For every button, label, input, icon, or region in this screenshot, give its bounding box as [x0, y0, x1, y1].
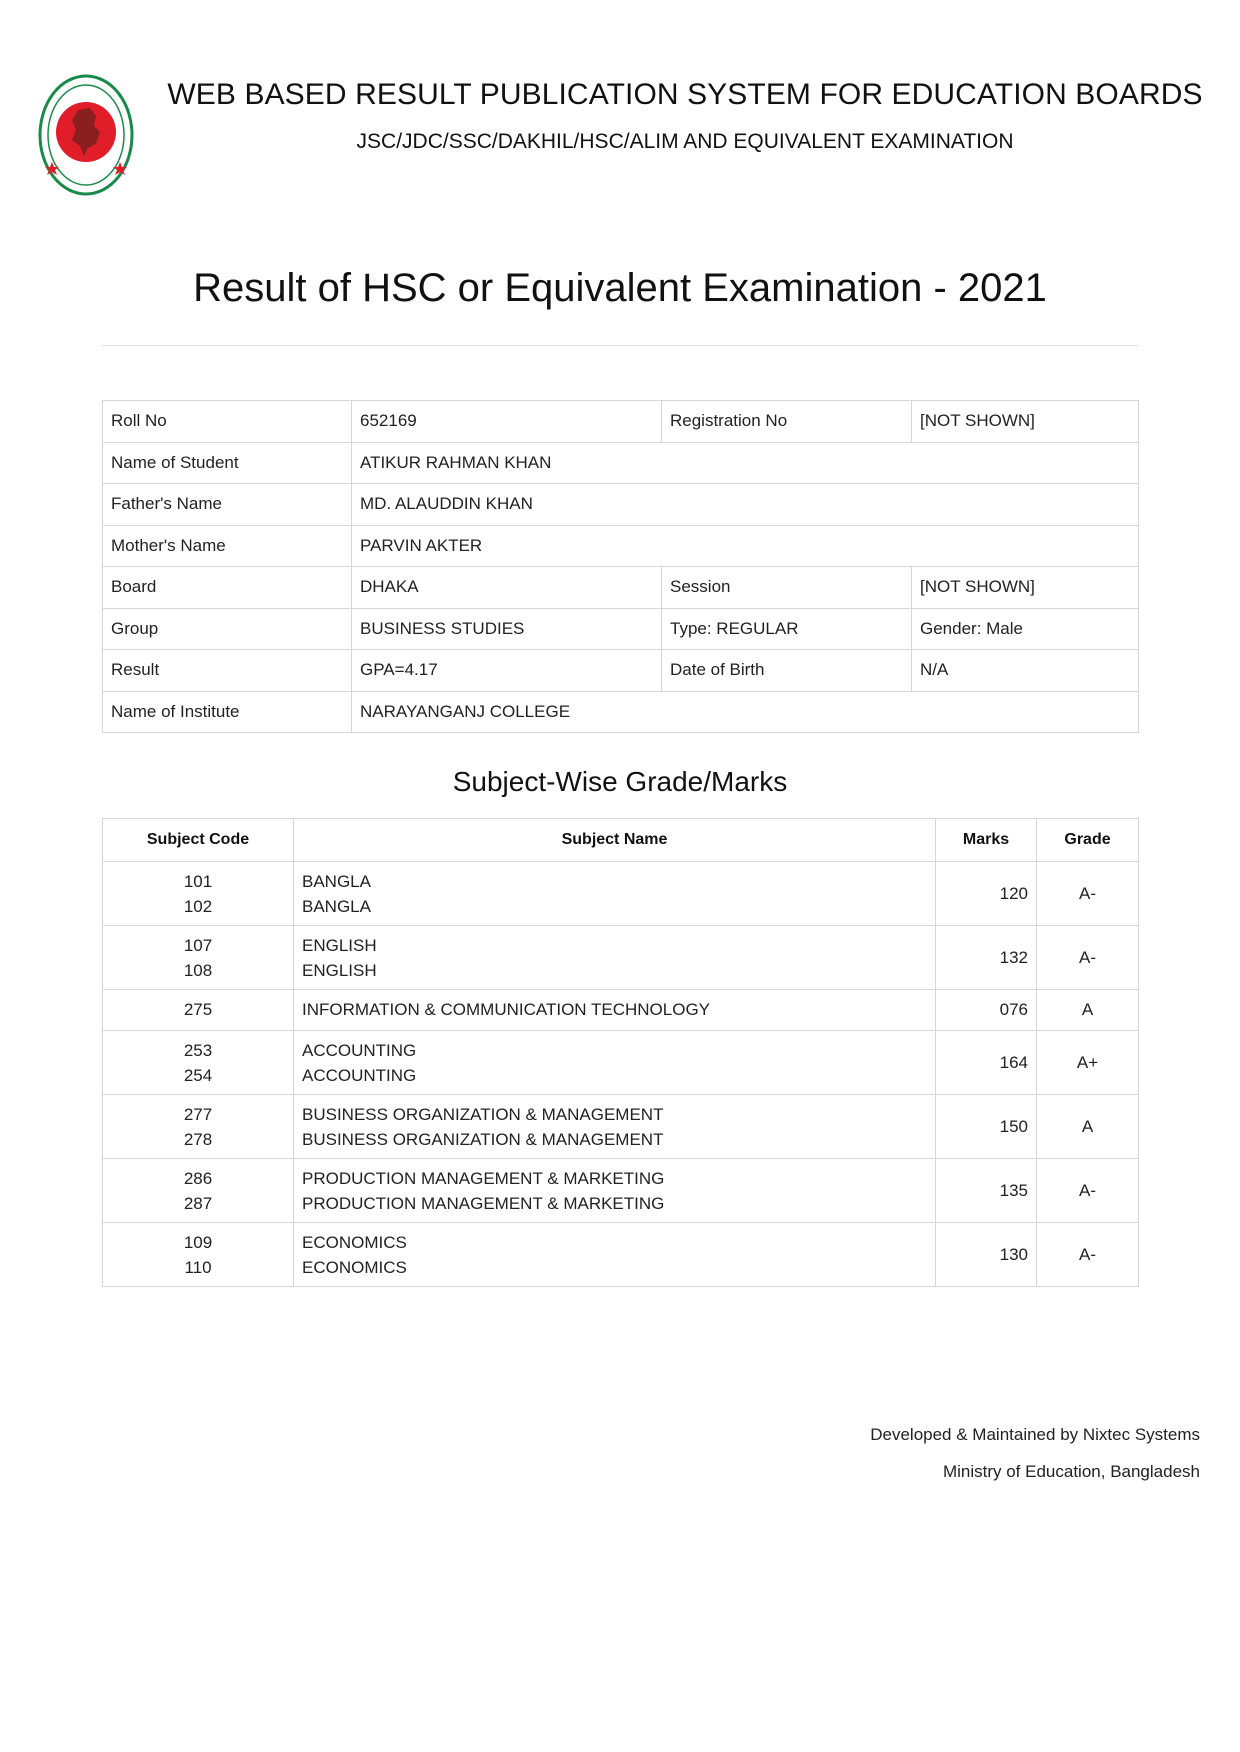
subject-code-cell [103, 1095, 294, 1159]
col-header-subject-code: Subject Code [103, 819, 294, 862]
dob-value: N/A [912, 650, 1139, 692]
subject-name: ACCOUNTING [302, 1040, 417, 1060]
student-name-value: ATIKUR RAHMAN KHAN [352, 442, 1139, 484]
subject-code-cell [103, 1159, 294, 1223]
subject-name-cell [294, 862, 936, 926]
subject-name: BANGLA [302, 871, 371, 891]
grade-cell: A- [1037, 1223, 1139, 1287]
subject-name: BUSINESS ORGANIZATION & MANAGEMENT [302, 1129, 664, 1149]
subject-name-cell [294, 1223, 936, 1287]
subject-name: BANGLA [302, 896, 371, 916]
marks-cell: 150 [936, 1095, 1037, 1159]
mother-name-value: PARVIN AKTER [352, 525, 1139, 567]
subject-code-cell [103, 862, 294, 926]
subject-code: 278 [183, 1129, 213, 1149]
gender-value: Gender: Male [912, 608, 1139, 650]
subject-name: ECONOMICS [302, 1232, 407, 1252]
divider [102, 345, 1138, 346]
subject-code: 286 [183, 1168, 213, 1188]
info-row-mother [103, 525, 1139, 567]
subject-name: ENGLISH [302, 960, 377, 980]
info-row-group [103, 608, 1139, 650]
marks-cell: 164 [936, 1031, 1037, 1095]
session-value: [NOT SHOWN] [912, 567, 1139, 609]
col-header-marks: Marks [936, 819, 1037, 862]
grade-cell: A [1037, 1095, 1139, 1159]
subject-name: PRODUCTION MANAGEMENT & MARKETING [302, 1168, 665, 1188]
system-subtitle: JSC/JDC/SSC/DAKHIL/HSC/ALIM AND EQUIVALENT EXAMINATION [356, 130, 1014, 153]
subject-code-cell [103, 1031, 294, 1095]
table-row [103, 1095, 1139, 1159]
subject-code: 101 [183, 871, 213, 891]
registration-value: [NOT SHOWN] [912, 401, 1139, 443]
table-row [103, 1031, 1139, 1095]
subject-grades-heading: Subject-Wise Grade/Marks [452, 766, 788, 797]
subject-name-cell: INFORMATION & COMMUNICATION TECHNOLOGY [294, 990, 936, 1031]
subject-name: PRODUCTION MANAGEMENT & MARKETING [302, 1193, 665, 1213]
subject-code: 287 [183, 1193, 213, 1213]
subject-name: ENGLISH [302, 935, 377, 955]
subject-code-cell [103, 1223, 294, 1287]
institute-value: NARAYANGANJ COLLEGE [352, 691, 1139, 733]
group-label: Group [103, 608, 352, 650]
info-row-result [103, 650, 1139, 692]
government-seal-icon [38, 74, 134, 196]
subject-code: 102 [183, 896, 213, 916]
col-header-subject-name: Subject Name [294, 819, 936, 862]
board-value: DHAKA [352, 567, 662, 609]
page-title: Result of HSC or Equivalent Examination - 2021 [193, 266, 1047, 310]
subject-name-cell [294, 1031, 936, 1095]
subject-code: 253 [183, 1040, 213, 1060]
subject-code: 108 [183, 960, 213, 980]
subject-name: BUSINESS ORGANIZATION & MANAGEMENT [302, 1104, 664, 1124]
info-row-father [103, 484, 1139, 526]
roll-label: Roll No [103, 401, 352, 443]
father-name-label: Father's Name [103, 484, 352, 526]
table-row [103, 990, 1139, 1031]
subject-code: 107 [183, 935, 213, 955]
table-row [103, 1159, 1139, 1223]
subject-name-cell [294, 1159, 936, 1223]
grade-cell: A- [1037, 862, 1139, 926]
subject-name: ACCOUNTING [302, 1065, 417, 1085]
info-row-institute [103, 691, 1139, 733]
institute-label: Name of Institute [103, 691, 352, 733]
grade-cell: A [1037, 990, 1139, 1031]
col-header-grade: Grade [1037, 819, 1139, 862]
subject-code: 254 [183, 1065, 213, 1085]
subject-name-cell [294, 1095, 936, 1159]
developer-credit: Developed & Maintained by Nixtec Systems [870, 1425, 1200, 1444]
marks-cell: 135 [936, 1159, 1037, 1223]
result-value: GPA=4.17 [352, 650, 662, 692]
group-value: BUSINESS STUDIES [352, 608, 662, 650]
dob-label: Date of Birth [662, 650, 912, 692]
board-label: Board [103, 567, 352, 609]
marks-cell: 130 [936, 1223, 1037, 1287]
session-label: Session [662, 567, 912, 609]
mother-name-label: Mother's Name [103, 525, 352, 567]
subject-marks-table [102, 818, 1139, 1287]
info-row-name [103, 442, 1139, 484]
table-row [103, 926, 1139, 990]
info-row-roll [103, 401, 1139, 443]
registration-label: Registration No [662, 401, 912, 443]
student-name-label: Name of Student [103, 442, 352, 484]
roll-value: 652169 [352, 401, 662, 443]
grade-cell: A- [1037, 926, 1139, 990]
student-info-table [102, 400, 1139, 733]
subject-code-cell: 275 [103, 990, 294, 1031]
table-row [103, 1223, 1139, 1287]
system-title: WEB BASED RESULT PUBLICATION SYSTEM FOR EDUCATION BOARDS [167, 78, 1203, 111]
subject-code-cell [103, 926, 294, 990]
subject-code: 277 [183, 1104, 213, 1124]
marks-cell: 132 [936, 926, 1037, 990]
subject-code: 109 [183, 1232, 213, 1252]
grade-cell: A+ [1037, 1031, 1139, 1095]
grade-cell: A- [1037, 1159, 1139, 1223]
subject-name: ECONOMICS [302, 1257, 407, 1277]
info-row-board [103, 567, 1139, 609]
marks-cell: 120 [936, 862, 1037, 926]
subject-name-cell [294, 926, 936, 990]
father-name-value: MD. ALAUDDIN KHAN [352, 484, 1139, 526]
table-row [103, 862, 1139, 926]
subject-code: 110 [184, 1257, 212, 1277]
marks-cell: 076 [936, 990, 1037, 1031]
result-label: Result [103, 650, 352, 692]
marks-header-row [103, 819, 1139, 862]
type-value: Type: REGULAR [662, 608, 912, 650]
ministry-credit: Ministry of Education, Bangladesh [942, 1462, 1200, 1481]
